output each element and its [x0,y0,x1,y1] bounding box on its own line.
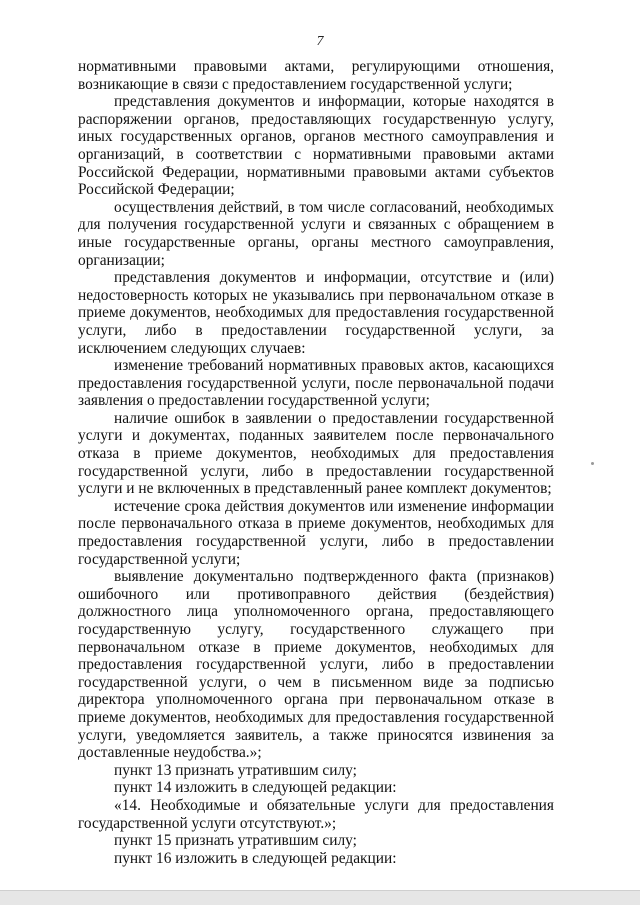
document-body [78,58,554,867]
paragraph-item-15: пункт 15 признать утратившим силу; [114,832,357,850]
paragraph-change-of-requirements: изменение требований нормативных правовых актов, касающихся предоставления государственной услуги, после первоначальной подачи заявления о предоставлении государственной услуги; [78,357,554,410]
paragraph-item-13: пункт 13 признать утратившим силу; [114,761,357,779]
paragraph-errors-in-application: наличие ошибок в заявлении о предоставлении государственной услуги и документах, поданных заявителем после первоначального отказа в приеме документов, необходимых для предоставления государственной услуги, либо в предоставлении государственной услуги и не включенных в представленный ранее комплект документов; [78,409,554,498]
paragraph-normative-acts: нормативными правовыми актами, регулирующими отношения, возникающие в связи с предоставлением государственной услуги; [78,58,554,93]
paragraph-documents-not-indicated: представления документов и информации, отсутствие и (или) недостоверность которых не указывались при первоначальном отказе в приеме документов, необходимых для предоставления государственной услуги, либо в предоставлении государственной услуги, за исключением следующих случаев: [78,269,554,357]
paragraph-erroneous-action: выявление документально подтвержденного факта (признаков) ошибочного или противоправного действия (бездействия) должностного лица уполномоченного органа, предоставляющего государственную услугу, государственного служащего при первоначальном отказе в приеме документов, необходимых для предоставления государственной услуги, либо в предоставлении государственной услуги, о чем в письменном виде за подписью директора уполномоченного органа при первоначальном отказе в приеме документов, необходимых для предоставления государственной услуги, уведомляется заявитель, а также приносятся извинения за доставленные неудобства.»; [78,568,554,762]
scan-speck [591,462,594,465]
paragraph-item-14: пункт 14 изложить в следующей редакции: [114,779,397,797]
paragraph-item-14-text: «14. Необходимые и обязательные услуги для предоставления государственной услуги отсутствуют.»; [78,796,554,832]
page-number: 7 [316,34,324,49]
paragraph-expiry-of-documents: истечение срока действия документов или изменение информации после первоначального отказа в приеме документов, необходимых для предоставления государственной услуги, либо в предоставлении государственной услуги; [78,497,554,568]
scan-bottom-edge [0,890,640,905]
paragraph-item-16: пункт 16 изложить в следующей редакции: [114,849,397,867]
paragraph-actions-approvals: осуществления действий, в том числе согласований, необходимых для получения государственной услуги и связанных с обращением в иные государственные органы, органы местного самоуправления, организации; [78,198,554,269]
paragraph-submission-of-documents: представления документов и информации, которые находятся в распоряжении органов, предоставляющих государственную услугу, иных государственных органов, органов местного самоуправления и организаций, в соответствии с нормативными правовыми актами Российской Федерации, нормативными правовыми актами субъектов Российской Федерации; [78,93,554,199]
